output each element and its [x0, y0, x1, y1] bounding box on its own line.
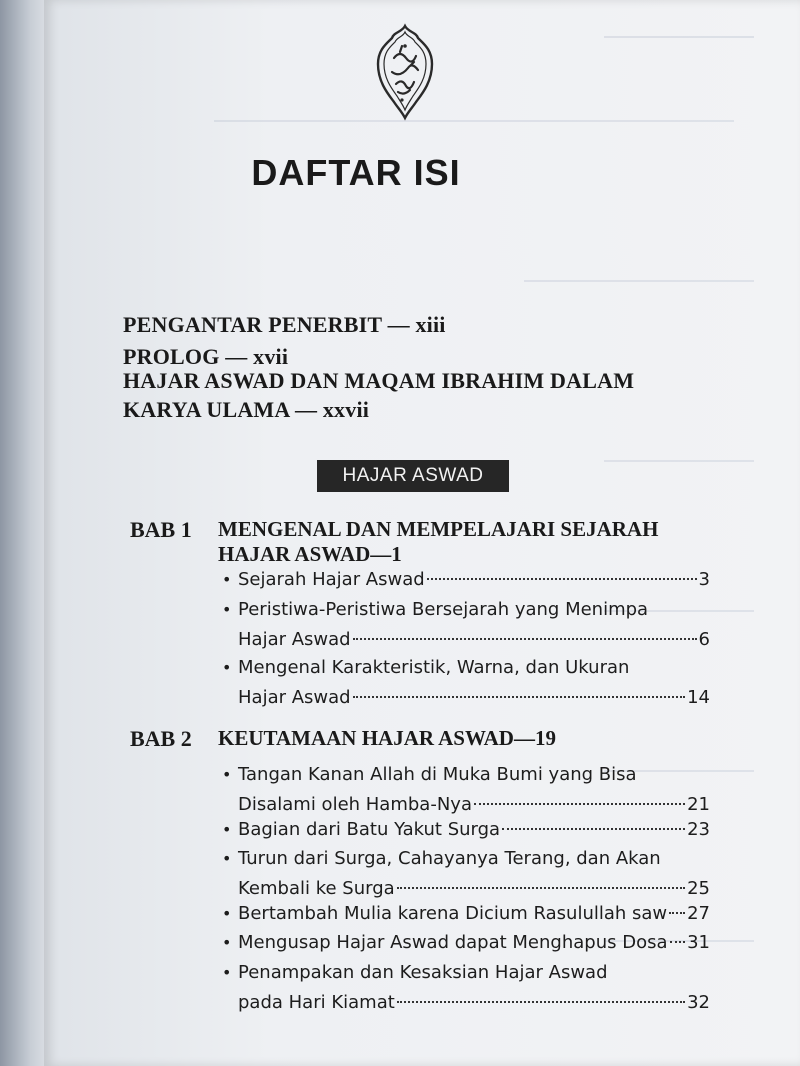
- front-matter-prolog: PROLOG — xvii: [123, 344, 289, 369]
- chapter-title-line1: KEUTAMAAN HAJAR ASWAD—19: [218, 726, 556, 750]
- toc-page-number: 27: [687, 903, 710, 924]
- toc-entry[interactable]: [222, 565, 710, 595]
- toc-entry-text: pada Hari Kiamat: [238, 992, 395, 1013]
- dot-leader: [397, 1001, 685, 1003]
- toc-page-number: 23: [687, 819, 710, 840]
- bullet-icon: •: [222, 765, 232, 784]
- bullet-icon: •: [222, 963, 232, 982]
- bullet-icon: •: [222, 820, 232, 839]
- toc-page-number: 32: [687, 992, 710, 1013]
- toc-entry[interactable]: [222, 844, 710, 904]
- section-heading: HAJAR ASWAD: [317, 460, 509, 492]
- toc-entry-text: Disalami oleh Hamba-Nya: [238, 794, 472, 815]
- dot-leader: [474, 803, 685, 805]
- bullet-icon: •: [222, 849, 232, 868]
- toc-page-number: 25: [687, 878, 710, 899]
- toc-page-number: 31: [687, 932, 710, 953]
- toc-page-number: 14: [687, 687, 710, 708]
- bullet-icon: •: [222, 933, 232, 952]
- toc-entry-text-line1: Turun dari Surga, Cahayanya Terang, dan Akan: [238, 848, 661, 869]
- toc-entry-text: Hajar Aswad: [238, 687, 351, 708]
- bullet-icon: •: [222, 658, 232, 677]
- toc-entry[interactable]: [222, 928, 710, 958]
- toc-entry-text: Hajar Aswad: [238, 629, 351, 650]
- toc-entry[interactable]: [222, 760, 710, 820]
- dot-leader: [670, 941, 686, 943]
- dot-leader: [353, 696, 686, 698]
- bullet-icon: •: [222, 904, 232, 923]
- toc-page-number: 6: [698, 629, 710, 650]
- dot-leader: [353, 638, 697, 640]
- page-title: DAFTAR ISI: [251, 152, 461, 193]
- dot-leader: [397, 887, 685, 889]
- toc-entry-text: Mengusap Hajar Aswad dapat Menghapus Dosa: [238, 932, 668, 953]
- chapter-title-line1: MENGENAL DAN MEMPELAJARI SEJARAH: [218, 517, 659, 541]
- toc-page-number: 3: [698, 569, 710, 590]
- toc-entry-text: Kembali ke Surga: [238, 878, 395, 899]
- toc-entry-text-line1: Mengenal Karakteristik, Warna, dan Ukuran: [238, 657, 630, 678]
- chapter-number: BAB 2: [130, 726, 192, 751]
- toc-entry-text: Bertambah Mulia karena Dicium Rasulullah saw: [238, 903, 668, 924]
- front-matter-essay-line1: HAJAR ASWAD DAN MAQAM IBRAHIM DALAM: [123, 368, 635, 393]
- chapter-number: BAB 1: [130, 517, 192, 542]
- toc-entry[interactable]: [222, 653, 710, 713]
- front-matter-preface: PENGANTAR PENERBIT — xiii: [123, 312, 446, 337]
- dot-leader: [669, 912, 685, 914]
- toc-entry-text-line1: Penampakan dan Kesaksian Hajar Aswad: [238, 962, 608, 983]
- calligraphy-ornament-icon: [372, 22, 438, 122]
- toc-entry[interactable]: [222, 815, 710, 845]
- bullet-icon: •: [222, 570, 232, 589]
- toc-entry[interactable]: [222, 958, 710, 1018]
- toc-entry-text-line1: Peristiwa-Peristiwa Bersejarah yang Menimpa: [238, 599, 649, 620]
- toc-page-number: 21: [687, 794, 710, 815]
- toc-entry-text-line1: Tangan Kanan Allah di Muka Bumi yang Bisa: [238, 764, 637, 785]
- dot-leader: [427, 578, 697, 580]
- toc-entry-text: Bagian dari Batu Yakut Surga: [238, 819, 501, 840]
- toc-entry-text: Sejarah Hajar Aswad: [238, 569, 425, 590]
- chapter-title-line2: HAJAR ASWAD—1: [218, 542, 402, 566]
- toc-entry[interactable]: [222, 595, 710, 655]
- front-matter-essay-line2: KARYA ULAMA — xxvii: [123, 397, 370, 422]
- bullet-icon: •: [222, 600, 232, 619]
- toc-entry[interactable]: [222, 899, 710, 929]
- dot-leader: [502, 828, 685, 830]
